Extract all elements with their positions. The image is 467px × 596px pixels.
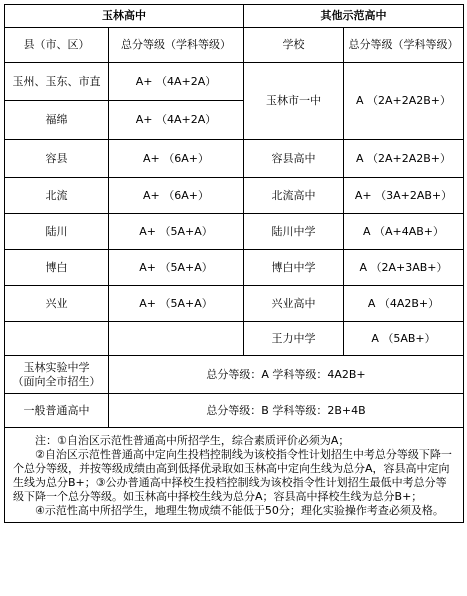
- special-label-line2: （面向全市招生）: [12, 374, 101, 388]
- school-cell: 玉林市一中: [244, 63, 344, 140]
- header-other-schools: 其他示范高中: [244, 5, 464, 28]
- special-text-experimental: 总分等级：A 学科等级：4A2B+: [109, 356, 464, 394]
- yulin-score-cell: A+ （5A+A）: [109, 250, 244, 286]
- special-text-general: 总分等级：B 学科等级：2B+4B: [109, 394, 464, 428]
- yulin-score-cell: A+ （6A+）: [109, 140, 244, 178]
- county-cell: 容县: [5, 140, 109, 178]
- subheader-score-right: 总分等级（学科等级）: [344, 28, 464, 63]
- empty-cell: [109, 322, 244, 356]
- county-cell: 陆川: [5, 214, 109, 250]
- school-score-cell: A （A+4AB+）: [344, 214, 464, 250]
- notes-cell: [5, 428, 464, 523]
- subheader-score-left: 总分等级（学科等级）: [109, 28, 244, 63]
- note-2-3: ②自治区示范性普通高中定向生投档控制线为该校指令性计划招生中考总分等级下降一个总分等级，并按等级成绩由高到低择优录取如玉林高中定向生线为总分A，容县高中定向生线为总分B+；③公办普通高中择校生投档控制线为该校指令性计划招生最低中考总分等级下降一个总分等级。如玉林高中择校生线为总分A；容县高中择校生线为总分B+；: [13, 448, 452, 503]
- yulin-score-cell: A+ （6A+）: [109, 178, 244, 214]
- yulin-score-cell: A+ （4A+2A）: [109, 63, 244, 101]
- school-cell: 北流高中: [244, 178, 344, 214]
- school-cell: 博白中学: [244, 250, 344, 286]
- empty-cell: [5, 322, 109, 356]
- yulin-score-cell: A+ （5A+A）: [109, 214, 244, 250]
- school-cell: 王力中学: [244, 322, 344, 356]
- special-label-general: 一般普通高中: [5, 394, 109, 428]
- school-score-cell: A+ （3A+2AB+）: [344, 178, 464, 214]
- county-cell: 北流: [5, 178, 109, 214]
- subheader-county: 县（市、区）: [5, 28, 109, 63]
- admission-table: [4, 4, 464, 523]
- school-score-cell: A （4A2B+）: [344, 286, 464, 322]
- note-4: ④示范性高中所招学生，地理生物成绩不能低于50分；理化实验操作考查必须及格。: [35, 504, 444, 517]
- school-cell: 兴业高中: [244, 286, 344, 322]
- school-score-cell: A （2A+2A2B+）: [344, 140, 464, 178]
- county-cell: 博白: [5, 250, 109, 286]
- county-cell: 福绵: [5, 101, 109, 140]
- note-1: 注：①自治区示范性普通高中所招学生，综合素质评价必须为A；: [35, 434, 350, 447]
- county-cell: 兴业: [5, 286, 109, 322]
- special-label-experimental: [5, 356, 109, 394]
- subheader-school: 学校: [244, 28, 344, 63]
- yulin-score-cell: A+ （4A+2A）: [109, 101, 244, 140]
- school-score-cell: A （5AB+）: [344, 322, 464, 356]
- yulin-score-cell: A+ （5A+A）: [109, 286, 244, 322]
- special-label-line1: 玉林实验中学: [23, 360, 90, 374]
- county-cell: 玉州、玉东、市直: [5, 63, 109, 101]
- school-score-cell: A （2A+2A2B+）: [344, 63, 464, 140]
- school-cell: 陆川中学: [244, 214, 344, 250]
- header-yulin-high: 玉林高中: [5, 5, 244, 28]
- school-cell: 容县高中: [244, 140, 344, 178]
- school-score-cell: A （2A+3AB+）: [344, 250, 464, 286]
